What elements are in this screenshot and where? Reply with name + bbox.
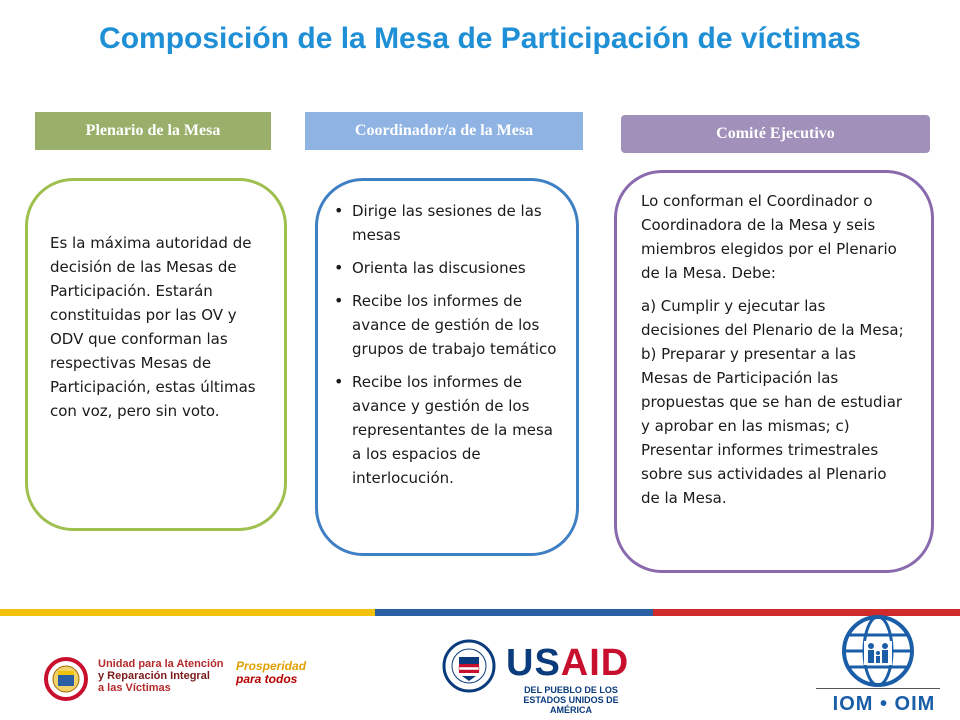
- list-item: • Orienta las discusiones: [334, 256, 560, 280]
- coordinador-bullet-list: [334, 199, 560, 490]
- iom-emblem-icon: [840, 613, 916, 689]
- iom-logo-text: IOM • OIM: [832, 693, 936, 715]
- prosperidad-logo: [236, 659, 307, 686]
- list-item: • Dirige las sesiones de las mesas: [334, 199, 560, 247]
- logo-line: para todos: [236, 672, 298, 686]
- plenario-header: Plenario de la Mesa: [35, 112, 271, 150]
- logo-line: a las Víctimas: [98, 682, 171, 694]
- usaid-word-aid: AID: [560, 642, 630, 684]
- usaid-logo: [506, 644, 629, 682]
- page-title: Composición de la Mesa de Participación de víctimas: [99, 22, 861, 55]
- logo-line: y Reparación Integral: [98, 670, 210, 682]
- iom-divider: [816, 688, 940, 689]
- comite-header: Comité Ejecutivo: [621, 115, 930, 153]
- unidad-victimas-logo: [98, 658, 228, 694]
- list-item: • Recibe los informes de avance y gestión de los representantes de la mesa a los espacios de interlocución.: [334, 370, 560, 490]
- usaid-seal-icon: [442, 639, 496, 693]
- flag-band-yellow: [0, 609, 375, 616]
- flag-band-blue: [375, 609, 653, 616]
- logo-line: Unidad para la Atención: [98, 658, 224, 670]
- plenario-box: [25, 178, 287, 531]
- plenario-text: Es la máxima autoridad de decisión de las Mesas de Participación. Estarán constituidas por las OV y ODV que conforman las respectivas Mesas de Participación, estas últimas con voz, pero sin voto.: [50, 234, 256, 420]
- logo-line: Prosperidad: [236, 659, 307, 673]
- comite-intro: Lo conforman el Coordinador o Coordinadora de la Mesa y seis miembros elegidos por el Plenario de la Mesa. Debe:: [641, 192, 897, 282]
- comite-box: [614, 170, 934, 573]
- usaid-word-us: US: [506, 642, 561, 684]
- colombia-shield-icon: [44, 654, 88, 704]
- list-item: • Recibe los informes de avance de gestión de los grupos de trabajo temático: [334, 289, 560, 361]
- usaid-subtitle: DEL PUEBLO DE LOS ESTADOS UNIDOS DE AMÉRICA: [523, 685, 619, 715]
- coordinador-header: Coordinador/a de la Mesa: [305, 112, 583, 150]
- coordinador-box: [315, 178, 579, 556]
- comite-duties: a) Cumplir y ejecutar las decisiones del Plenario de la Mesa; b) Preparar y presentar a las Mesas de Participación las propuestas que se han de estudiar y aprobar en las mismas; c) Presentar informes trimestrales sobre sus actividades al Plenario de la Mesa.: [641, 297, 904, 507]
